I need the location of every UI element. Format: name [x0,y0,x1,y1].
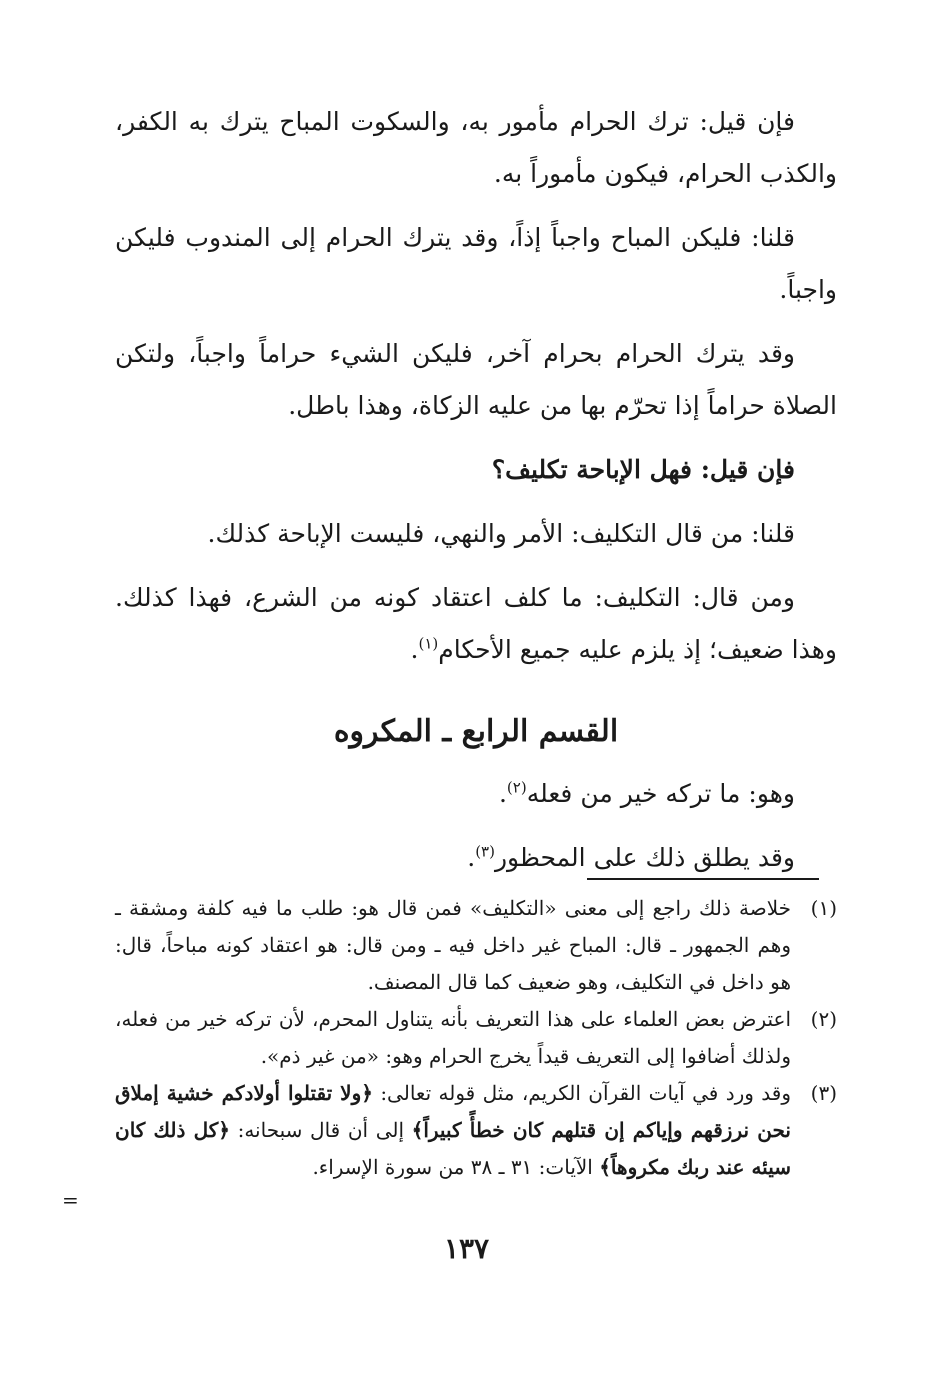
quran-quote-1: ﴿ولا تقتلوا أولادكم خشية إملاق نحن نرزقهم وإياكم إن قتلهم كان خطأً كبيراً﴾ [115,1081,791,1142]
footnote-3-intro: وقد ورد في آيات القرآن الكريم، مثل قوله تعالى: [372,1081,791,1105]
paragraph-3: وقد يترك الحرام بحرام آخر، فليكن الشيء حراماً واجباً، ولتكن الصلاة حراماً إذا تحرّم بها من عليه الزكاة، وهذا باطل. [115,339,837,420]
page-number: ١٣٧ [443,1232,490,1265]
footnote-number: (١) [810,896,837,920]
footnotes [115,890,837,1186]
footnote-ref-2: (٢) [506,778,527,797]
section-heading: القسم الرابع ـ المكروه [333,714,619,749]
paragraph-5: قلنا: من قال التكليف: الأمر والنهي، فليست الإباحة كذلك. [207,519,795,548]
main-text [115,96,837,896]
footnote-text: اعترض بعض العلماء على هذا التعريف بأنه يتناول المحرم، لأن تركه خير من فعله، ولذلك أضافوا إلى التعريف قيداً يخرج الحرام وهو: «من غير ذم». [115,1007,791,1068]
footnote-text [115,1075,791,1186]
paragraph-7-end: . [498,779,507,808]
paragraph-8-end: . [467,843,476,872]
footnote-text: خلاصة ذلك راجع إلى معنى «التكليف» فمن قال هو: طلب ما فيه كلفة ومشقة ـ وهم الجمهور ـ قال: المباح غير داخل فيه ـ ومن قال: هو اعتقاد كونه مباحاً، قال: هو داخل في التكليف، وهو ضعيف كما قال المصنف. [115,896,791,994]
paragraph-8-text: وقد يطلق ذلك على المحظور [494,843,795,872]
footnote-number: (٣) [810,1081,837,1105]
footnote-1 [115,890,837,1001]
footnote-ref-3: (٣) [475,842,495,861]
question-heading: فإن قيل: فهل الإباحة تكليف؟ [491,455,795,484]
footnote-separator [587,878,819,880]
paragraph-8 [115,832,837,884]
quran-quote-2: ﴿كل ذلك كان سيئه عند ربك مكروهاً﴾ [115,1118,791,1179]
footnote-ref-1: (١) [418,634,439,653]
footnote-3 [115,1075,837,1186]
paragraph-6-end: . [410,635,419,664]
footnote-number: (٢) [810,1007,837,1031]
footnote-3-end: الآيات: ٣١ ـ ٣٨ من سورة الإسراء. [312,1155,600,1179]
paragraph-7-text: وهو: ما تركه خير من فعله [526,779,795,808]
paragraph-2: قلنا: فليكن المباح واجباً إذاً، وقد يترك الحرام إلى المندوب فليكن واجباً. [115,223,837,304]
paragraph-6-text: ومن قال: التكليف: ما كلف اعتقاد كونه من الشرع، فهذا كذلك. وهذا ضعيف؛ إذ يلزم عليه جميع الأحكام [115,583,837,664]
paragraph-7 [115,768,837,820]
continuation-mark: = [62,1188,79,1212]
paragraph-1: فإن قيل: ترك الحرام مأمور به، والسكوت المباح يترك به الكفر، والكذب الحرام، فيكون مأموراً به. [115,107,837,188]
footnote-2 [115,1001,837,1075]
paragraph-6 [115,572,837,676]
footnote-3-middle: إلى أن قال سبحانه: [229,1118,412,1142]
